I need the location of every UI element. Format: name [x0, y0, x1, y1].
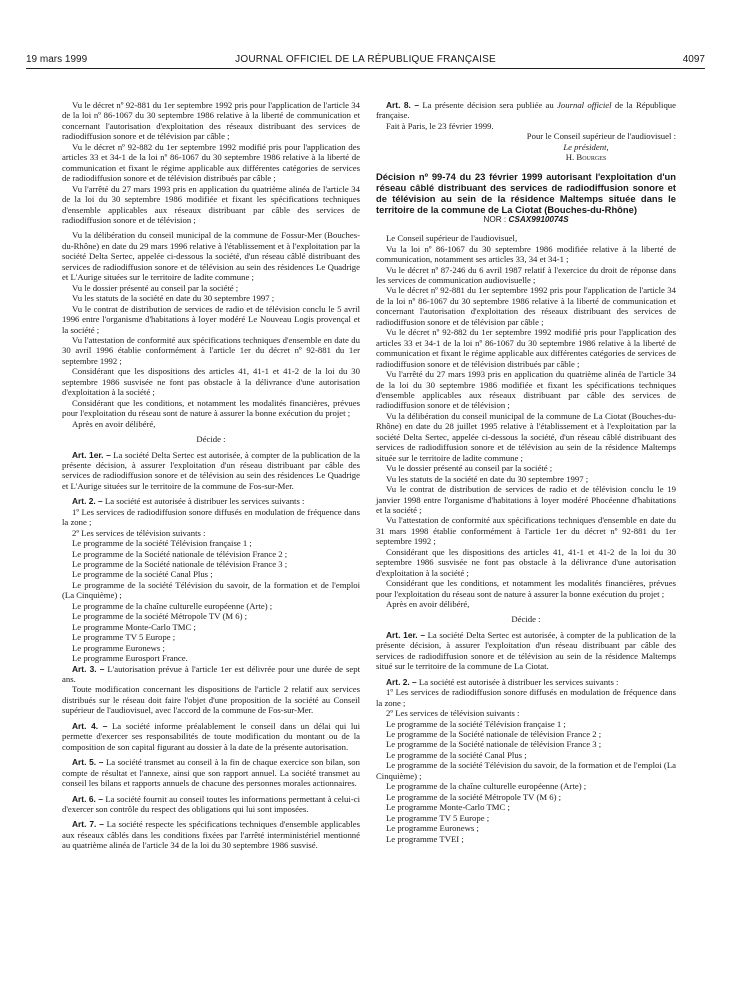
visa-paragraph: Vu le décret nº 92-881 du 1er septembre 1992 pris pour l'application de l'article 34 de la loi nº 86-1067 du 30 septembre 1986 relative à la liberté de communication et concernant l'autorisation d'exploitation des réseaux distribuant des services de radiodiffusion sonore et de télévision par câble ;	[376, 285, 676, 327]
visa-paragraph: Vu la délibération du conseil municipal de la commune de Fossur-Mer (Bouches-du-Rhône) en date du 29 mars 1996 relative à l'établissement et à l'exploitation par la société Delta Sertec, appelée ci-dessous la société, d'un réseau câblé distribuant des services de radiodiffusion sonore et de télévision au sein des résidences Le Quadrige et L'Aurige situées sur le territoire de ladite commune ;	[62, 230, 360, 283]
radio-services: 1º Les services de radiodiffusion sonore diffusés en modulation de fréquence dans la zone ;	[376, 687, 676, 708]
programme-item: Le programme de la société Télévision française 1 ;	[72, 538, 252, 549]
programme-item: Le programme de la Société nationale de télévision France 2 ;	[386, 729, 602, 740]
article-text: La société transmet au conseil à la fin de chaque exercice son bilan, son compte de résultat et l'annexe, ainsi que son rapport annuel. La société transmet au conseil les bilans et rapports annuels de chacune des personnes morales actionnaires.	[62, 757, 360, 789]
visa-paragraph: Vu les statuts de la société en date du 30 septembre 1997 ;	[386, 473, 589, 484]
visa-paragraph: Vu la loi nº 86-1067 du 30 septembre 1986 modifiée relative à la liberté de communication, notamment ses articles 33, 34 et 34-1 ;	[376, 243, 676, 265]
article-label: Art. 2. –	[72, 496, 103, 507]
right-column	[376, 100, 676, 844]
article-text: La société est autorisée à distribuer les services suivants :	[104, 496, 305, 507]
programme-item: Le programme de la société Métropole TV (M 6) ;	[386, 791, 562, 802]
pour-line: Pour le Conseil supérieur de l'audiovisuel :	[526, 131, 676, 142]
fait-line: Fait à Paris, le 23 février 1999.	[386, 120, 494, 131]
programme-item: Le programme de la société Canal Plus ;	[386, 749, 527, 760]
article-3	[62, 664, 360, 685]
programme-item: Le programme Euronews ;	[386, 823, 479, 834]
article-label: Art. 6. –	[72, 793, 103, 804]
programme-item: Le programme Eurosport France.	[72, 653, 188, 664]
article-text: La société est autorisée à distribuer les services suivants :	[418, 676, 619, 687]
article-3-paragraph: Toute modification concernant les dispositions de l'article 2 relatif aux services distribués sur le réseau doit faire l'objet d'une proposition de la société au Conseil supérieur de l'audiovisuel, avec l'accord de la commune de Fos-sur-Mer.	[62, 684, 360, 716]
article-8	[376, 100, 676, 121]
article-label: Art. 7. –	[72, 819, 104, 830]
journal-officiel-title: Journal officiel	[557, 100, 612, 110]
header-page-number: 4097	[682, 54, 705, 65]
programme-item: Le programme de la société Métropole TV (M 6) ;	[72, 611, 248, 622]
tv-services-heading: 2º Les services de télévision suivants :	[386, 708, 520, 719]
article-text: La société informe préalablement le conseil dans un délai qui lui permette d'exercer ses responsabilités de toute modification du montant ou de la composition de son capital figurant au dossier à la date de la présente autorisation.	[62, 720, 360, 752]
programme-item: Le programme TV 5 Europe ;	[72, 632, 176, 643]
decide-heading: Décide :	[511, 614, 541, 625]
deliberation-line: Après en avoir délibéré,	[72, 418, 156, 429]
article-text: L'autorisation prévue à l'article 1er est délivrée pour une durée de sept ans.	[62, 663, 360, 685]
article-6	[62, 794, 360, 815]
visa-paragraph: Vu l'attestation de conformité aux spécifications techniques d'ensemble en date du 31 mars 1998 établie conformément à l'article 1er du décret nº 92-881 du 1er septembre 1992 ;	[376, 515, 676, 547]
header-date: 19 mars 1999	[26, 54, 88, 65]
article-text: La société respecte les spécifications techniques d'ensemble applicables aux réseaux câblés dans les conditions fixées par l'arrêté interministériel mentionné au quatrième alinéa de l'article 34 de la loi du 30 septembre 1986 susvisé.	[62, 819, 360, 851]
programme-item: Le programme de la société Télévision du savoir, de la formation et de l'emploi (La Cinquième) ;	[62, 579, 360, 601]
article-text: La société Delta Sertec est autorisée, à compter de la publication de la présente décision, à assurer l'exploitation d'un réseau distribuant par câble des services de radiodiffusion sonore et de télévision au sein des résidences Le Quadrige et L'Aurige situées sur le territoire de la commune de Fos-sur-Mer.	[62, 449, 361, 491]
considerant-paragraph: Considérant que les conditions, et notamment les modalités financières, prévues pour l'exploitation du réseau sont de nature à assurer la bonne exécution du projet ;	[376, 578, 676, 599]
header-journal-title: JOURNAL OFFICIEL DE LA RÉPUBLIQUE FRANÇAISE	[235, 54, 496, 65]
article-text: La présente décision sera publiée au	[422, 100, 558, 110]
visa-paragraph: Vu le contrat de distribution de services de radio et de télévision conclu le 5 avril 1996 entre l'organisme d'habitations à loyer modéré Le Nouveau Logis provençal et la société ;	[62, 303, 360, 335]
visa-paragraph: Vu l'arrêté du 27 mars 1993 pris en application du quatrième alinéa de l'article 34 de la loi du 30 septembre 1986 modifiée et fixant les spécifications techniques d'ensemble applicables aux réseaux distribuant par câble des services de radiodiffusion sonore et de télévision ;	[62, 183, 360, 225]
article-label: Art. 8. –	[386, 100, 420, 110]
article-1	[376, 630, 676, 672]
visa-paragraph: Vu le dossier présenté au conseil par la société ;	[72, 282, 239, 293]
considerant-paragraph: Considérant que les conditions, et notamment les modalités financières, prévues pour l'exploitation du réseau sont de nature à assurer la bonne exécution du projet ;	[62, 397, 360, 419]
programme-item: Le programme TVEI ;	[386, 833, 464, 844]
nor-reference: NOR : CSAX9910074S	[483, 214, 569, 224]
programme-item: Le programme de la société Télévision du savoir, de la formation et de l'emploi (La Cinquième) ;	[376, 760, 676, 781]
signature: H. Bourges	[565, 152, 607, 163]
visa-paragraph: Vu l'arrêté du 27 mars 1993 pris en application du quatrième alinéa de l'article 34 de la loi du 30 septembre 1986 modifiée et fixant les spécifications techniques d'ensemble applicables aux réseaux distribuant par câble des services de radiodiffusion sonore et de télévision ;	[376, 369, 676, 411]
article-label: Art. 2. –	[386, 676, 417, 687]
page-header	[26, 52, 705, 68]
council-line: Le Conseil supérieur de l'audiovisuel,	[386, 233, 518, 244]
radio-services: 1º Les services de radiodiffusion sonore diffusés en modulation de fréquence dans la zone ;	[62, 506, 360, 528]
decision-title: Décision nº 99-74 du 23 février 1999 autorisant l'exploitation d'un réseau câblé distribuant des services de radiodiffusion sonore et de télévision au sein de la résidence Maltemps située dans le territoire de la commune de La Ciotat (Bouches-du-Rhône)	[376, 170, 676, 215]
programme-item: Le programme de la Société nationale de télévision France 3 ;	[386, 739, 602, 750]
article-2	[62, 496, 360, 506]
article-label: Art. 1er. –	[72, 449, 111, 460]
article-label: Art. 4. –	[72, 720, 108, 731]
visa-paragraph: Vu le décret nº 92-881 du 1er septembre 1992 pris pour l'application de l'article 34 de la loi nº 86-1067 du 30 septembre 1986 relative à la liberté de communication et concernant l'autorisation d'exploitation des réseaux distribuant des services de radiodiffusion sonore et de télévision par câble ;	[62, 100, 360, 142]
programme-item: Le programme de la Société nationale de télévision France 3 ;	[72, 559, 288, 570]
deliberation-line: Après en avoir délibéré,	[386, 599, 470, 610]
considerant-paragraph: Considérant que les dispositions des articles 41, 41-1 et 41-2 de la loi du 30 septembre 1986 susvisée ne font pas obstacle à la délivrance d'une autorisation d'exploitation à la société ;	[62, 366, 360, 398]
article-label: Art. 3. –	[72, 663, 105, 674]
tv-services-heading: 2º Les services de télévision suivants :	[72, 527, 206, 538]
article-2	[376, 677, 676, 687]
programme-item: Le programme de la chaîne culturelle européenne (Arte) ;	[386, 781, 587, 792]
article-7	[62, 819, 360, 850]
visa-paragraph: Vu le dossier présenté au conseil par la société ;	[386, 463, 553, 474]
article-label: Art. 5. –	[72, 757, 104, 768]
left-column	[62, 100, 360, 851]
programme-item: Le programme Monte-Carlo TMC ;	[72, 621, 196, 632]
article-text: La société Delta Sertec est autorisée, à compter de la publication de la présente décision, à assurer l'exploitation d'un réseau distribuant par câble des services de radiodiffusion sonore et de télévision au sein de la résidence Maltemps situé sur le territoire de la commune de La Ciotat.	[376, 629, 676, 672]
visa-paragraph: Vu la délibération du conseil municipal de la commune de La Ciotat (Bouches-du-Rhône) en date du 28 juillet 1995 relative à l'établissement et à l'exploitation par la société Delta Sertec, appelée ci-dessous la société, d'un réseau câblé distribuant des services de radiodiffusion sonore et de télévision au sein de la résidence Maltemps située sur le territoire de ladite commune ;	[376, 410, 676, 463]
visa-paragraph: Vu l'attestation de conformité aux spécifications techniques d'ensemble en date du 30 avril 1996 établie conformément à l'article 1er du décret nº 92-881 du 1er septembre 1992 ;	[62, 334, 360, 366]
article-1	[62, 450, 360, 492]
programme-item: Le programme de la Société nationale de télévision France 2 ;	[72, 548, 288, 559]
article-text: La société fournit au conseil toutes les informations permettant à celui-ci d'exercer son contrôle du respect des obligations qui lui sont imposées.	[62, 793, 360, 814]
programme-item: Le programme de la société Télévision française 1 ;	[386, 718, 566, 729]
visa-paragraph: Vu le contrat de distribution de services de radio et de télévision conclu le 19 janvier 1998 entre l'organisme d'habitations à loyer modéré Phocéenne d'habitations et la société ;	[376, 484, 676, 515]
article-4	[62, 721, 360, 752]
header-rule	[26, 68, 705, 69]
programme-item: Le programme Monte-Carlo TMC ;	[386, 802, 510, 813]
programme-item: Le programme TV 5 Europe ;	[386, 812, 490, 823]
decide-heading: Décide :	[196, 434, 226, 445]
article-label: Art. 1er. –	[386, 629, 426, 640]
programme-item: Le programme Euronews ;	[72, 642, 165, 653]
visa-paragraph: Vu le décret nº 87-246 du 6 avril 1987 relatif à l'exercice du droit de réponse dans les services de communication audiovisuelle ;	[376, 264, 676, 285]
president-title: Le président,	[563, 141, 609, 152]
visa-paragraph: Vu le décret nº 92-882 du 1er septembre 1992 modifié pris pour l'application des articles 33 et 34-1 de la loi nº 86-1067 du 30 septembre 1986 relative à la liberté de communication et fixant le régime applicable aux différentes catégories de services de radiodiffusion sonore et de télévision distribués par câble ;	[62, 141, 360, 184]
considerant-paragraph: Considérant que les dispositions des articles 41, 41-1 et 41-2 de la loi du 30 septembre 1986 susvisée ne font pas obstacle à la délivrance d'une autorisation d'exploitation à la société ;	[376, 546, 676, 578]
programme-item: Le programme de la chaîne culturelle européenne (Arte) ;	[72, 600, 273, 611]
visa-paragraph: Vu les statuts de la société en date du 30 septembre 1997 ;	[72, 293, 275, 304]
article-5	[62, 757, 360, 788]
visa-paragraph: Vu le décret nº 92-882 du 1er septembre 1992 modifié pris pour l'application des articles 33 et 34-1 de la loi nº 86-1067 du 30 septembre 1986 relative à la liberté de communication et fixant le régime applicable aux différentes catégories de services de radiodiffusion sonore et de télévision distribués par câble ;	[376, 327, 676, 369]
programme-item: Le programme de la société Canal Plus ;	[72, 569, 213, 580]
article-text: de la République française.	[376, 100, 677, 121]
